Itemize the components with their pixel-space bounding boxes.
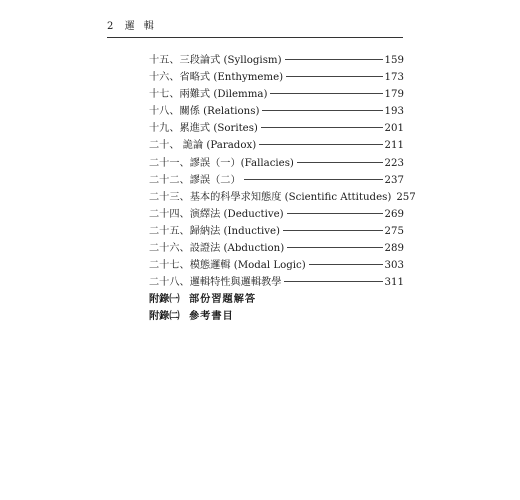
- toc-entry-title: 十九、累進式 (Sorites): [149, 123, 258, 135]
- toc-leader: [309, 264, 383, 265]
- toc-leader: [283, 230, 383, 231]
- toc-entry-title: 二十六、設證法 (Abduction): [149, 243, 285, 255]
- toc-entry-title: 二十、 詭論 (Paradox): [149, 140, 257, 152]
- toc-entry-page: 311: [384, 277, 404, 289]
- toc-entry-page: 211: [384, 140, 404, 152]
- toc-entry-page: 223: [384, 157, 404, 169]
- toc-entry-title: 十七、兩難式 (Dilemma): [149, 89, 268, 101]
- toc-entry-page: 257: [396, 191, 416, 203]
- appendix-label: 附錄㈠: [149, 293, 180, 306]
- toc-entry: [149, 120, 404, 137]
- toc-leader: [297, 162, 383, 163]
- toc-leader: [287, 247, 382, 248]
- toc-entry: [149, 137, 404, 154]
- toc-entry-title: 二十三、基本的科學求知態度 (Scientific Attitudes): [149, 191, 392, 203]
- toc-entry: [149, 172, 404, 189]
- toc-entry-title: 十五、三段論式 (Syllogism): [149, 55, 282, 66]
- toc-entry-title: 二十二、謬誤（二）: [149, 174, 241, 186]
- toc-entry: [149, 103, 404, 120]
- toc-entry-title: 二十八、邏輯特性與邏輯教學: [149, 277, 282, 289]
- appendix-entry: [149, 308, 404, 325]
- toc-leader: [284, 281, 382, 282]
- toc-entry-page: 237: [384, 174, 404, 186]
- toc-entry-page: 201: [384, 123, 404, 135]
- toc-entry: [149, 240, 404, 257]
- toc-leader: [261, 127, 383, 128]
- toc-leader: [270, 93, 382, 94]
- toc-entry: [149, 206, 404, 223]
- toc-leader: [286, 76, 382, 77]
- toc-leader: [262, 110, 382, 111]
- toc-entry-page: 269: [384, 208, 404, 220]
- toc-entry-page: 275: [384, 225, 404, 237]
- toc-leader: [259, 144, 382, 145]
- appendix-title: 部份習題解答: [189, 293, 257, 306]
- toc-leader: [244, 179, 383, 180]
- header-book-title: 邏 輯: [124, 21, 157, 32]
- toc-entry: [149, 155, 404, 172]
- toc-entry-title: 二十七、模態邏輯 (Modal Logic): [149, 260, 306, 272]
- appendix-label: 附錄㈡: [149, 310, 180, 323]
- toc-entry-page: 179: [384, 89, 404, 101]
- toc-leader: [287, 213, 383, 214]
- header-page-number: 2: [107, 21, 114, 32]
- toc-entry-page: 289: [384, 243, 404, 255]
- toc-entry: [149, 189, 416, 206]
- toc-entry-title: 十六、省略式 (Enthymeme): [149, 72, 284, 84]
- toc-leader: [285, 59, 383, 60]
- toc-entry-page: 173: [384, 72, 404, 84]
- toc-entry-title: 二十五、歸納法 (Inductive): [149, 225, 281, 237]
- toc-entry: [149, 257, 404, 274]
- toc-entry-page: 303: [384, 260, 404, 272]
- toc-entry: [149, 86, 404, 103]
- toc-entry: [149, 52, 404, 69]
- appendix-title: 參考書目: [189, 310, 234, 323]
- running-header: [107, 19, 403, 37]
- table-of-contents: [149, 52, 416, 326]
- appendix-entry: [149, 291, 404, 308]
- toc-entry-page: 193: [384, 106, 404, 118]
- toc-entry-title: 十八、關係 (Relations): [149, 106, 260, 118]
- header-rule: [107, 37, 403, 38]
- toc-entry-page: 159: [384, 55, 404, 66]
- toc-entry: [149, 69, 404, 86]
- toc-entry-title: 二十四、演繹法 (Deductive): [149, 208, 284, 220]
- toc-entry: [149, 223, 404, 240]
- toc-entry-title: 二十一、謬誤（一）(Fallacies): [149, 157, 294, 169]
- toc-entry: [149, 274, 404, 291]
